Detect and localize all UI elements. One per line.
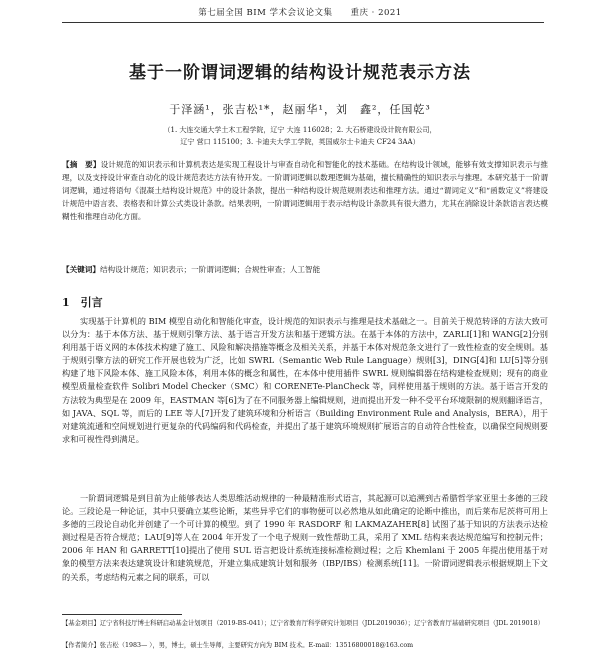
footnote-author: 【作者简介】张吉松（1983— ），男，博士，硕士生导师，主要研究方向为 BIM 技术。E-mail：13516800018@163.com xyxy=(62,642,414,649)
abstract xyxy=(62,158,548,223)
affiliation-line: 辽宁 营口 115100；3. 卡迪夫大学工学院，英国威尔士卡迪夫 CF24 3AA） xyxy=(180,138,420,146)
affiliation-line: （1. 大连交通大学土木工程学院，辽宁 大连 116028；2. 大石桥建设设计院有限公司， xyxy=(163,126,437,134)
keywords-text: 结构设计规范；知识表示；一阶谓词逻辑；合规性审查；人工智能 xyxy=(99,265,321,274)
author-list: 于泽涵¹，张吉松¹*，赵丽华¹，刘 鑫²，任国乾³ xyxy=(169,103,431,116)
header-rule xyxy=(62,22,544,23)
abstract-label: 【摘 要】 xyxy=(62,160,101,169)
paper-title: 基于一阶谓词逻辑的结构设计规范表示方法 xyxy=(129,63,471,83)
keywords-label: 【关键词】 xyxy=(62,265,100,274)
keywords xyxy=(62,264,548,275)
abstract-text: 设计规范的知识表示和计算机表达是实现工程设计与审查自动化和智能化的技术基础。在结构设计领域，能够有效支撑知识表示与推理，以及支持设计审查自动化的设计规范表达方法有待开发。一阶谓词逻辑以数理逻辑为基础，擅长精确性的知识表示与推理。本研究基于一阶谓词逻辑，通过将语句《混凝土结构设计规范》中的设计条款，提出一种结构设计规范规则表达和推理方法。通过“谓词定义”和“函数定义”将建设计规范中语言表、表格表和计算公式类设计条款。结果表明，一阶谓词逻辑用于表示结构设计条款具有很大潜力，尤其在消除设计条款语言表达模糊性和推理自动化方面。 xyxy=(62,160,549,221)
footnote-funding: 【基金项目】辽宁省科技厅博士科研启动基金计划项目（2019-BS-041）；辽宁省教育厅科学研究计划项目（JDL2019036）；辽宁省教育厅基础研究项目（JDL 2019018） xyxy=(62,620,544,627)
section-heading: 1 引言 xyxy=(62,296,103,309)
body-paragraph: 实现基于计算机的 BIM 模型自动化和智能化审查，设计规范的知识表示与推理是技术基础之一。目前关于规范转译的方法大致可以分为：基于本体方法、基于规则引擎方法、基于语言开发方法和基于逻辑方法。在基于本体的方法中，ZARLI[1]和 WANG[2]分别利用基于语义网的本体技术构建了施工、风险和解决措施等概念及相关关系，并基于本体对规范条文进行了一致性检查的安全规则。基于规则引擎方法的研究工作开展也较为广泛，比如 SWRL（Semantic Web Rule Language）规则[3]，DING[4]和 LU[5]等分别构建了地下风险本体、施工风险本体，利用本体的概念和属性，在本体中使用插件 SWRL 规则编辑器在结构建检查规则；现有的商业模型质量检查软件 Solibri Model Checker（SMC）和 CORENETe-PlanCheck 等，同样使用基于规则的方法。基于语言开发的方法较为典型是在 2009 年，EASTMAN 等[6]为了在不同服务器上编辑规则，进而提出开发一种不受平台环境限制的规则翻译语言，如 JAVA、SQL 等，而后的 LEE 等人[7]开发了建筑环境和分析语言（Building Environment Rule and Analysis，BERA），用于对建筑流通和空间规划进行更复杂的代码编码和代码检查，并提出了基于建筑环境规则扩展语言的自动符合性检查，以确保空间规则要求和可视性得到满足。 xyxy=(62,316,548,444)
footnote-rule xyxy=(62,614,182,615)
body-paragraph: 一阶谓词逻辑是到目前为止能够表达人类思维活动规律的一种最精准形式语言，其起源可以追溯到古希腊哲学家亚里士多德的三段论。三段论是一种论证，其中只要确立某些论断，某些异乎它们的事物便可以必然地从如此确定的论断中推出，而后莱布尼茨将可用上多德的三段论自动化并创建了一个可计算的模型。到了 1990 年 RASDORF 和 LAKMAZAHER[8] 试图了基于知识的方法表示达检测过程是否符合规范；LAU[9]等人在 2004 年开发了一个电子规则一致性帮助工具，采用了 XML 结构来表达规范编写和控制元件；2006 年 HAN 和 GARRETT[10]提出了使用 SUL 语言把设计系统连接标准检测过程；之后 Khemlani 于 2005 年提出使用基于对象的模型方法来表达建筑设计和建筑规范，开建立集成建筑计划和服务（IBP/IBS）检测系统[11]。一阶谓词逻辑表示根据规期上下文的关系，考虑结构元素之间的联系，可以 xyxy=(62,493,548,582)
running-head: 第七届全国 BIM 学术会议论文集 重庆 · 2021 xyxy=(198,8,402,18)
